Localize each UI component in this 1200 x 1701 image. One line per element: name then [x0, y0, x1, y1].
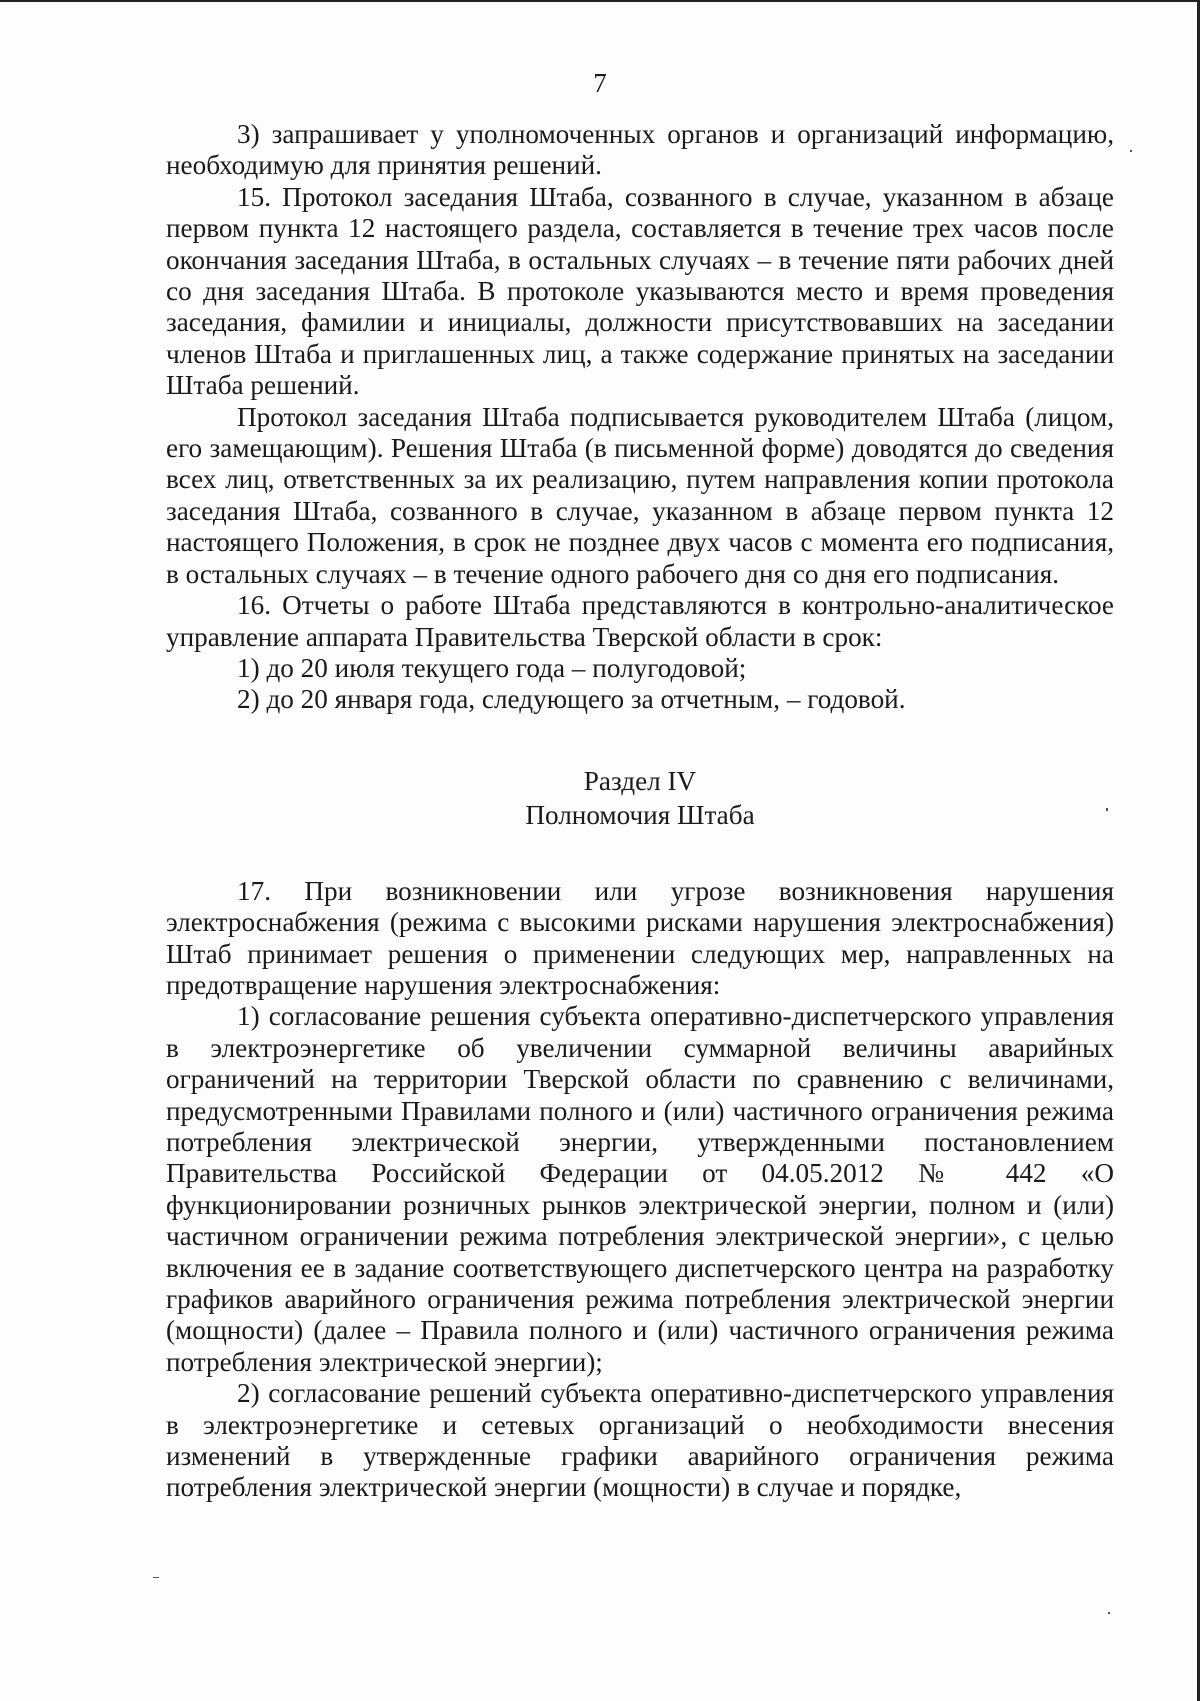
paragraph-protocol-signing: Протокол заседания Штаба подписывается руководителем Штаба (лицом, его замещающим). Решения Штаба (в письменной форме) доводятся до сведения всех лиц, ответственных за их реализацию, путем направления копии протокола заседания Штаба, созванного в случае, указанном в абзаце первом пункта 12 настоящего Положения, в срок не позднее двух часов с момента его подписания, в остальных случаях – в течение одного рабочего дня со дня его подписания. — [166, 401, 1114, 589]
scan-speck — [1106, 808, 1108, 811]
section-number: Раздел IV — [583, 765, 697, 796]
paragraph-clause-16: 16. Отчеты о работе Штаба представляются в контрольно-аналитическое управление аппарата Правительства Тверской области в срок: — [166, 590, 1114, 652]
paragraph-clause-17: 17. При возникновении или угрозе возникновения нарушения электроснабжения (режима с высокими рисками нарушения электроснабжения) Штаб принимает решения о применении следующих мер, направленных на предотвращение нарушения электроснабжения: — [166, 875, 1114, 1000]
paragraph-report-half-year: 1) до 20 июля текущего года – полугодовой; — [237, 652, 747, 683]
paragraph-measure-2: 2) согласование решений субъекта оперативно-диспетчерского управления в электроэнергетике и сетевых организаций о необходимости внесения изменений в утвержденные графики аварийного ограничения режима потребления электрической энергии (мощности) в случае и порядке, — [166, 1378, 1114, 1503]
scan-top-edge — [0, 0, 1200, 2]
page-number: 7 — [593, 68, 607, 98]
scan-speck — [1108, 1612, 1110, 1614]
paragraph-clause-15: 15. Протокол заседания Штаба, созванного в случае, указанном в абзаце первом пункта 12 настоящего раздела, составляется в течение трех часов после окончания заседания Штаба, в остальных случаях – в течение пяти рабочих дней со дня заседания Штаба. В протоколе указываются место и время проведения заседания, фамилии и инициалы, должности присутствовавших на заседании членов Штаба и приглашенных лиц, а также содержание принятых на заседании Штаба решений. — [166, 181, 1114, 401]
paragraph-report-annual: 2) до 20 января года, следующего за отчетным, – годовой. — [237, 684, 906, 715]
scan-speck — [1130, 150, 1132, 152]
paragraph-measure-1: 1) согласование решения субъекта оперативно-диспетчерского управления в электроэнергетике об увеличении суммарной величины аварийных ограничений на территории Тверской области по сравнению с величинами, предусмотренными Правилами полного и (или) частичного ограничения режима потребления электрической энергии, утвержденными постановлением Правительства Российской Федерации от 04.05.2012 № 442 «О функционировании розничных рынков электрической энергии, полном и (или) частичном ограничении режима потребления электрической энергии», с целью включения ее в задание соответствующего диспетчерского центра на разработку графиков аварийного ограничения режима потребления электрической энергии (мощности) (далее – Правила полного и (или) частичного ограничения режима потребления электрической энергии); — [166, 1001, 1114, 1377]
section-title: Полномочия Штаба — [525, 799, 755, 830]
paragraph-item-3: 3) запрашивает у уполномоченных органов и организаций информацию, необходимую для принятия решений. — [166, 119, 1114, 181]
scan-speck — [153, 1577, 159, 1578]
document-body — [166, 119, 1114, 1504]
section-heading — [166, 764, 1114, 832]
